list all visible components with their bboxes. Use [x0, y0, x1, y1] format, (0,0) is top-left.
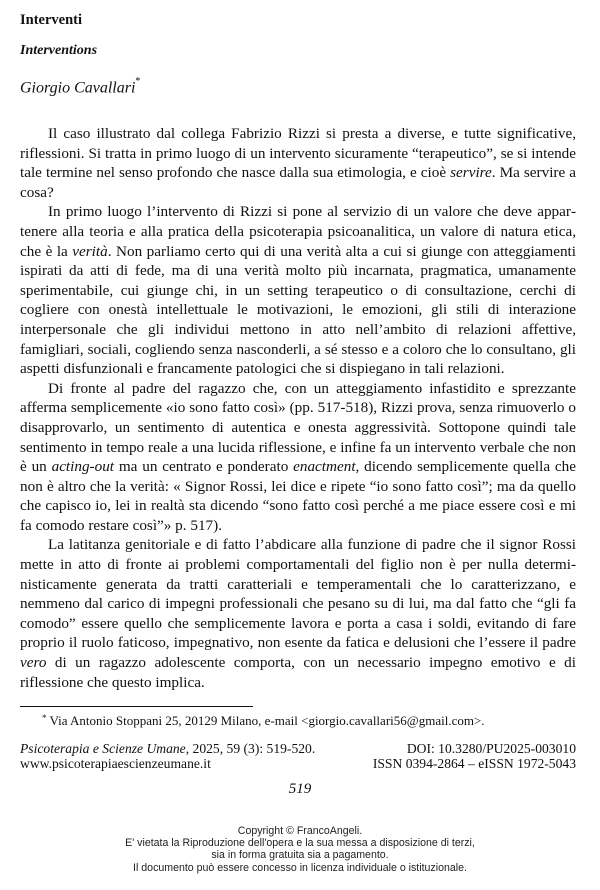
- paragraph-text: di un ragazzo adolescente comporta, con un necessario impegno emotivo e di riflessione che questo implica.: [20, 654, 576, 691]
- footnote: [42, 713, 485, 729]
- paragraph-text: In primo luogo l’intervento di Rizzi si pone al servizio di un valore che deve appartenere alla teoria e alla pratica della psicoterapia psicoanalitica, un valore di natura etica, che è la: [20, 203, 576, 260]
- footnote-text: Via Antonio Stoppani 25, 20129 Milano, e-mail <giorgio.cavallari56@gmail.com>.: [49, 713, 485, 728]
- paragraph-text: . Non parliamo certo qui di una verità alta a cui si giunge con atteggiamenti ispirati da atti di fede, ma di una verità molto più incarnata, pragmatica, umanamente sperimentabile, cui giunge chi, in un setting terapeutico o di consultazione, cerchi di cogliere con onestà intellettuale le motivazioni, le emozioni, gli stili di interazione interpersonale che gli individui mettono in atto nell’ambito di relazioni affettive, famigliari, sociali, cogliendo senza nasconderli, a sé stesso e a coloro che lo consultano, gli aspetti disfunzionali e francamente patologici che si dispiegano in tali relazioni.: [20, 242, 576, 378]
- footnote-divider: [20, 706, 253, 707]
- emphasis-text: acting-out: [51, 458, 115, 476]
- page-number: 519: [288, 781, 312, 797]
- copyright-line: Il documento può essere concesso in licenza individuale o istituzionale.: [133, 861, 467, 874]
- paragraph: [20, 379, 576, 536]
- paragraph-text: Di fronte al padre del ragazzo che, con un atteggiamento infastidito e sprezzante afferma semplicemente «io sono fatto così» (pp. 517-518), Rizzi prova, senza rimuoverlo o disapprovarlo, un sentimento di autentica e onesta aggressività. Sottopone quindi tale sentimento in tempo reale a una lucida riflessione, e infine fa un intervento verbale che non è un: [20, 379, 576, 476]
- journal-details: , 2025, 59 (3): 519-520.: [185, 741, 316, 756]
- author-name-text: Giorgio Cavallari: [20, 79, 136, 97]
- emphasis-text: enactment: [293, 458, 356, 476]
- citation-row: [20, 756, 576, 772]
- paragraph: [20, 202, 576, 378]
- section-subtitle: Interventions: [20, 43, 98, 58]
- copyright-line: Copyright © FrancoAngeli.: [237, 825, 363, 837]
- paragraph-text: La latitanza genitoriale e di fatto l’abdicare alla funzione di padre che il signor Rossi mette in atto di fronte ai problemi comportamentali del figlio non è per nulla deterministicamente generata da tratti caratteriali e temperamentali che lo caratterizzano, e nemmeno dal carico di impegni professionali che pesano su di lui, ma dal fatto che “gli fa comodo” essere quello che semplicemente lavora e porta a casa i soldi, evitando di fare proprio il ruolo faticoso, impegnativo, non esente da fatica e delusioni che l’essere il padre: [20, 536, 576, 652]
- paragraph-text: ma un centrato e ponderato: [114, 458, 294, 476]
- journal-name: Psicoterapia e Scienze Umane: [20, 741, 186, 756]
- paragraph-text: . Ma servire a cosa?: [20, 164, 576, 201]
- paragraph: [20, 124, 576, 202]
- issn: ISSN 0394-2864 – eISSN 1972-5043: [372, 756, 576, 771]
- citation-row: [20, 741, 576, 757]
- doi[interactable]: DOI: 10.3280/PU2025-003010: [406, 741, 576, 756]
- section-title: Interventi: [20, 12, 83, 28]
- article-body: [20, 124, 576, 692]
- author-footnote-mark[interactable]: *: [135, 76, 141, 87]
- paragraph-text: , dicendo semplicemente quella che non è altro che la verità: « Signor Rossi, lei dice e ripete “io sono fatto così”; ma da quello che capisco io, lei in realtà sta dicendo “sono fatto così perché a me piace essere così e mi fa comodo restare così”» p. 517).: [20, 458, 576, 534]
- copyright-line: E' vietata la Riproduzione dell'opera e la sua messa a disposizione di terzi,: [125, 837, 475, 850]
- author-name: [20, 78, 140, 97]
- paragraph: [20, 535, 576, 692]
- journal-website[interactable]: www.psicoterapiaescienzeumane.it: [20, 756, 211, 771]
- emphasis-text: servire: [450, 164, 492, 182]
- footnote-mark: *: [42, 713, 47, 723]
- emphasis-text: vero: [20, 654, 47, 672]
- paragraph-text: Il caso illustrato dal collega Fabrizio Rizzi si presta a diverse, e tutte significative, riflessioni. Si tratta in primo luogo di un intervento sicuramente “terapeutico”, se si intende tale termine nel senso profondo che nasce dalla sua etimologia, e cioè: [20, 125, 576, 182]
- journal-citation: [20, 741, 315, 757]
- copyright-line: sia in forma gratuita sia a pagamento.: [211, 849, 389, 862]
- emphasis-text: verità: [72, 242, 108, 260]
- copyright-notice: [0, 825, 600, 874]
